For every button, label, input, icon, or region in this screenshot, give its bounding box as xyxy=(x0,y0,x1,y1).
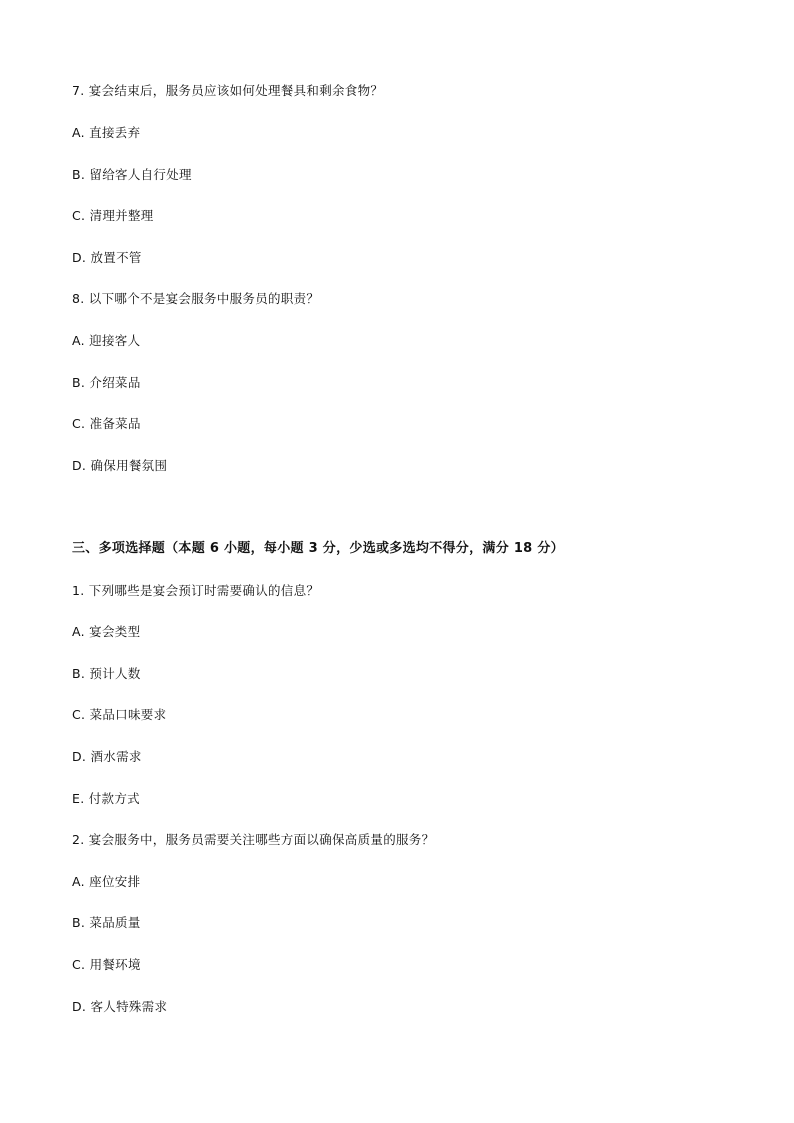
question-7-option-a: A. 直接丢弃 xyxy=(72,125,141,140)
mc-question-1-option-a: A. 宴会类型 xyxy=(72,624,141,639)
mc-question-1-option-d: D. 酒水需求 xyxy=(72,749,142,764)
section-3-heading: 三、多项选择题（本题 6 小题，每小题 3 分，少选或多选均不得分，满分 18 分） xyxy=(72,541,564,556)
mc-question-1-option-e: E. 付款方式 xyxy=(72,791,140,806)
mc-question-2-option-b: B. 菜品质量 xyxy=(72,915,141,930)
mc-question-1-text: 1. 下列哪些是宴会预订时需要确认的信息？ xyxy=(72,583,320,598)
question-8-option-c: C. 准备菜品 xyxy=(72,416,141,431)
mc-question-1-option-b: B. 预计人数 xyxy=(72,666,141,681)
question-7-option-b: B. 留给客人自行处理 xyxy=(72,167,192,182)
mc-question-2-text: 2. 宴会服务中，服务员需要关注哪些方面以确保高质量的服务？ xyxy=(72,832,435,847)
question-8-option-a: A. 迎接客人 xyxy=(72,333,141,348)
mc-question-2-option-a: A. 座位安排 xyxy=(72,874,141,889)
question-8-option-b: B. 介绍菜品 xyxy=(72,375,141,390)
question-7-option-c: C. 清理并整理 xyxy=(72,208,154,223)
question-8-text: 8. 以下哪个不是宴会服务中服务员的职责？ xyxy=(72,291,320,306)
mc-question-1-option-c: C. 菜品口味要求 xyxy=(72,707,167,722)
mc-question-2-option-c: C. 用餐环境 xyxy=(72,957,141,972)
question-8-option-d: D. 确保用餐氛围 xyxy=(72,458,168,473)
question-7-option-d: D. 放置不管 xyxy=(72,250,142,265)
mc-question-2-option-d: D. 客人特殊需求 xyxy=(72,999,168,1014)
question-7-text: 7. 宴会结束后，服务员应该如何处理餐具和剩余食物？ xyxy=(72,83,384,98)
